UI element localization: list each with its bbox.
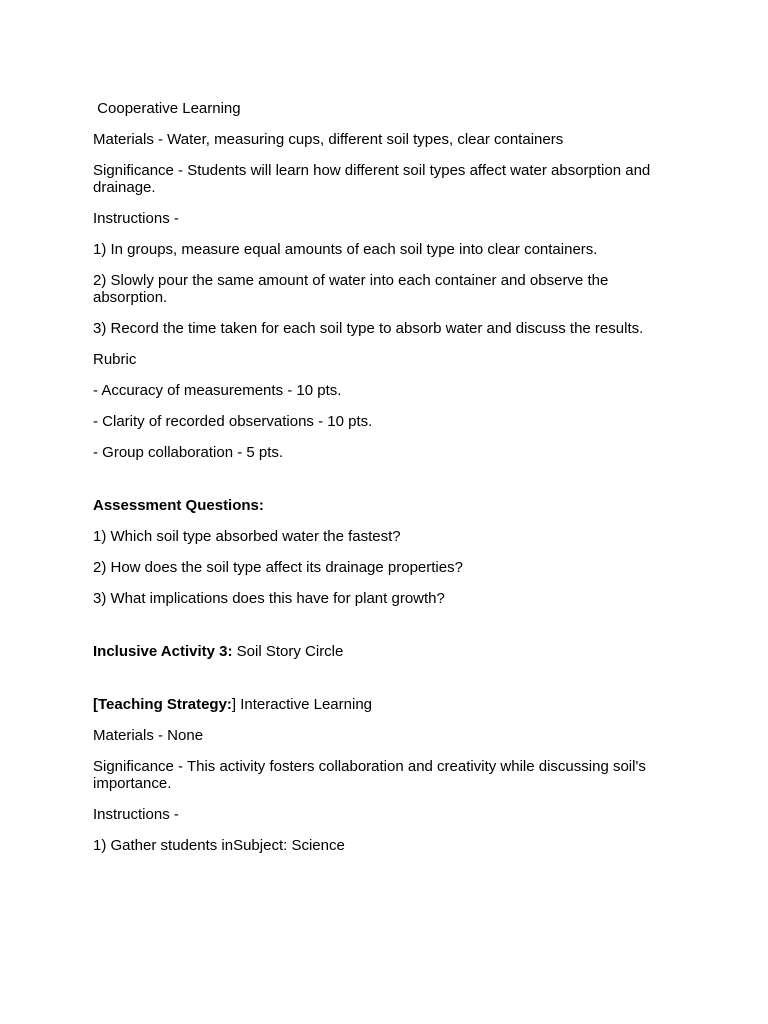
teaching-strategy-label: [Teaching Strategy: (93, 696, 232, 713)
instruction-step: 2) Slowly pour the same amount of water into each container and observe the absorption. (93, 272, 613, 306)
rubric-heading: Rubric (93, 351, 137, 368)
assessment-question: 1) Which soil type absorbed water the fastest? (93, 528, 401, 545)
assessment-question: 3) What implications does this have for plant growth? (93, 590, 445, 607)
strategy-line: Cooperative Learning (93, 100, 241, 117)
rubric-item: - Accuracy of measurements - 10 pts. (93, 382, 342, 399)
significance-paragraph: Significance - Students will learn how different soil types affect water absorption and drainage. (93, 162, 655, 196)
activity-title: Soil Story Circle (232, 643, 344, 660)
teaching-strategy-value: ] Interactive Learning (231, 696, 373, 713)
document-body (93, 100, 683, 868)
activity-label: Inclusive Activity 3: (93, 643, 233, 660)
rubric-item: - Group collaboration - 5 pts. (93, 444, 284, 461)
instructions-heading: Instructions - (93, 806, 179, 823)
materials-line: Materials - Water, measuring cups, different soil types, clear containers (93, 131, 564, 148)
assessment-question: 2) How does the soil type affect its drainage properties? (93, 559, 463, 576)
materials-line: Materials - None (93, 727, 204, 744)
activity-heading (93, 643, 683, 660)
spacer (93, 621, 683, 643)
teaching-strategy-line (93, 696, 683, 713)
spacer (93, 674, 683, 696)
instruction-step: 1) In groups, measure equal amounts of each soil type into clear containers. (93, 241, 598, 258)
rubric-item: - Clarity of recorded observations - 10 pts. (93, 413, 373, 430)
spacer (93, 475, 683, 497)
instruction-step: 1) Gather students inSubject: Science (93, 837, 345, 854)
assessment-heading: Assessment Questions: (93, 497, 264, 514)
instructions-heading: Instructions - (93, 210, 179, 227)
significance-paragraph: Significance - This activity fosters collaboration and creativity while discussing soil's importance. (93, 758, 650, 792)
instruction-step: 3) Record the time taken for each soil type to absorb water and discuss the results. (93, 320, 644, 337)
